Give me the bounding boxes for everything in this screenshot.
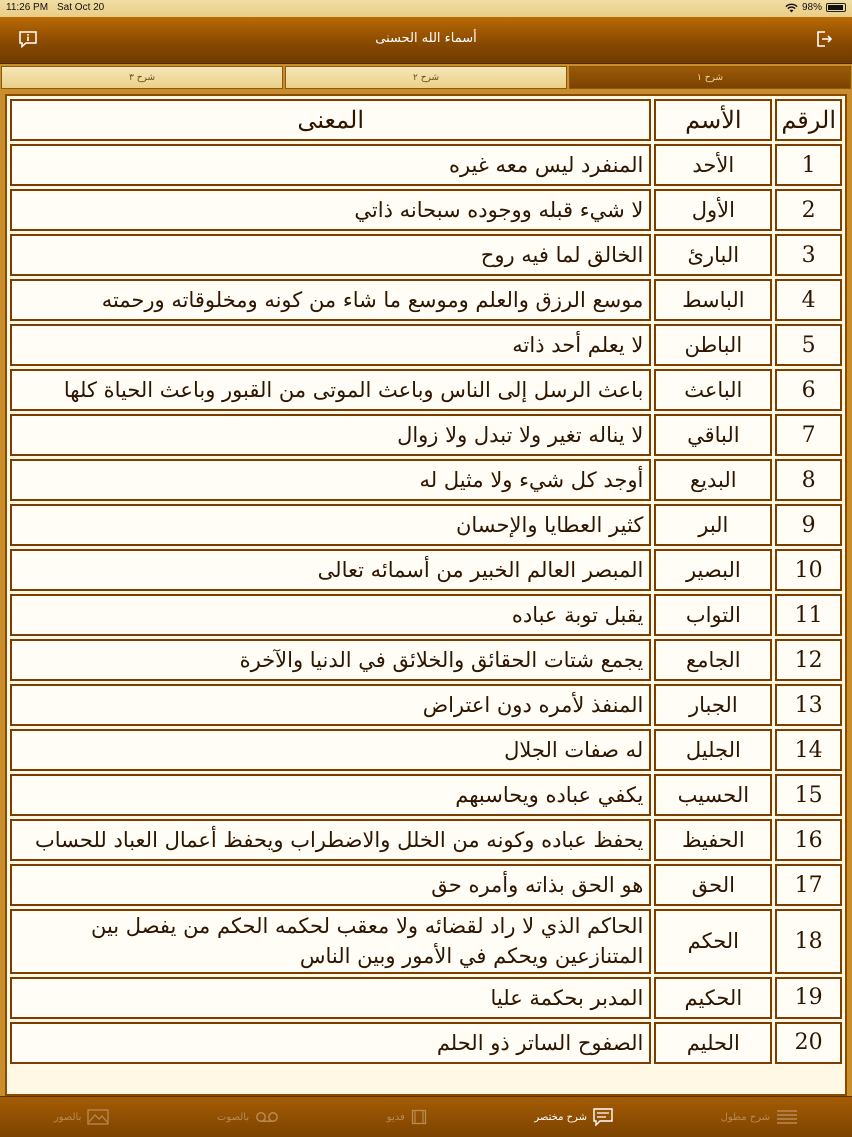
bottom-tab-audio[interactable]	[217, 1111, 279, 1123]
row-meaning: يحفظ عباده وكونه من الخلل والاضطراب ويحفظ أعمال العباد للحساب	[10, 819, 651, 861]
row-number: 2	[775, 189, 842, 231]
bottom-tab-video[interactable]	[387, 1109, 427, 1125]
row-name: الأول	[654, 189, 772, 231]
status-bar	[0, 0, 852, 17]
row-name: البديع	[654, 459, 772, 501]
row-name: الحفيظ	[654, 819, 772, 861]
bottom-tab-images[interactable]	[54, 1109, 110, 1125]
table-row[interactable]	[10, 189, 842, 231]
row-name: الحكيم	[654, 977, 772, 1019]
bottom-tab-label: بالصور	[53, 1111, 82, 1123]
row-number: 10	[775, 549, 842, 591]
row-name: الجليل	[654, 729, 772, 771]
row-meaning: يقبل توبة عباده	[10, 594, 651, 636]
table-row[interactable]	[10, 639, 842, 681]
row-meaning: الصفوح الساتر ذو الحلم	[10, 1022, 651, 1064]
tab-sharh-3[interactable]: شرح ٣	[1, 66, 283, 89]
wifi-icon	[785, 3, 798, 13]
table-row[interactable]	[10, 1022, 842, 1064]
battery-icon	[826, 3, 846, 12]
row-name: البصير	[654, 549, 772, 591]
row-name: التواب	[654, 594, 772, 636]
table-row[interactable]	[10, 594, 842, 636]
row-meaning: المبصر العالم الخبير من أسمائه تعالى	[10, 549, 651, 591]
row-meaning: المنفذ لأمره دون اعتراض	[10, 684, 651, 726]
row-name: الباعث	[654, 369, 772, 411]
table-row[interactable]	[10, 864, 842, 906]
table-row[interactable]	[10, 324, 842, 366]
header-meaning: المعنى	[10, 99, 651, 141]
segmented-tabs	[0, 65, 852, 90]
row-meaning: هو الحق بذاته وأمره حق	[10, 864, 651, 906]
row-name: الحكم	[654, 909, 772, 974]
exit-icon[interactable]	[813, 29, 835, 49]
row-number: 6	[775, 369, 842, 411]
table-row[interactable]	[10, 459, 842, 501]
navigation-bar	[0, 17, 852, 64]
row-meaning: يكفي عباده ويحاسبهم	[10, 774, 651, 816]
tab-sharh-2[interactable]: شرح ٢	[285, 66, 567, 89]
long-list-icon	[776, 1109, 798, 1125]
header-name: الأسم	[654, 99, 772, 141]
table-row[interactable]	[10, 369, 842, 411]
row-meaning: لا يناله تغير ولا تبدل ولا زوال	[10, 414, 651, 456]
bottom-tab-label: شرح مطول	[720, 1111, 771, 1123]
row-name: الأحد	[654, 144, 772, 186]
row-number: 1	[775, 144, 842, 186]
table-row[interactable]	[10, 909, 842, 974]
row-number: 16	[775, 819, 842, 861]
row-meaning: الحاكم الذي لا راد لقضائه ولا معقب لحكمه الحكم من يفصل بين المتنازعين ويحكم في الأمور وبين الناس	[10, 909, 651, 974]
row-number: 13	[775, 684, 842, 726]
row-name: الحسيب	[654, 774, 772, 816]
row-name: الحق	[654, 864, 772, 906]
bottom-tab-bar	[0, 1096, 852, 1137]
status-time: 11:26 PM	[6, 2, 49, 13]
row-number: 11	[775, 594, 842, 636]
row-name: الباقي	[654, 414, 772, 456]
row-number: 14	[775, 729, 842, 771]
row-number: 18	[775, 909, 842, 974]
table-row[interactable]	[10, 819, 842, 861]
bottom-tab-label: شرح مختصر	[534, 1111, 587, 1123]
row-meaning: لا يعلم أحد ذاته	[10, 324, 651, 366]
row-meaning: كثير العطايا والإحسان	[10, 504, 651, 546]
names-table-container[interactable]	[5, 94, 847, 1096]
names-table	[7, 96, 845, 1067]
table-row[interactable]	[10, 977, 842, 1019]
row-number: 8	[775, 459, 842, 501]
status-date: Sat Oct 20	[57, 2, 105, 13]
row-name: البارئ	[654, 234, 772, 276]
row-name: الباطن	[654, 324, 772, 366]
table-row[interactable]	[10, 234, 842, 276]
row-meaning: يجمع شتات الحقائق والخلائق في الدنيا والآخرة	[10, 639, 651, 681]
row-meaning: الخالق لما فيه روح	[10, 234, 651, 276]
chat-bubble-icon	[593, 1108, 613, 1126]
row-name: الجبار	[654, 684, 772, 726]
row-number: 12	[775, 639, 842, 681]
tab-sharh-1[interactable]: شرح ١	[569, 66, 851, 89]
table-row[interactable]	[10, 279, 842, 321]
row-meaning: أوجد كل شيء ولا مثيل له	[10, 459, 651, 501]
row-number: 17	[775, 864, 842, 906]
table-row[interactable]	[10, 729, 842, 771]
table-row[interactable]	[10, 504, 842, 546]
row-meaning: له صفات الجلال	[10, 729, 651, 771]
row-number: 5	[775, 324, 842, 366]
row-number: 4	[775, 279, 842, 321]
table-header-row	[10, 99, 842, 141]
bottom-tab-short[interactable]	[534, 1108, 613, 1126]
row-name: البر	[654, 504, 772, 546]
row-meaning: لا شيء قبله ووجوده سبحانه ذاتي	[10, 189, 651, 231]
row-name: الباسط	[654, 279, 772, 321]
video-icon	[411, 1109, 427, 1125]
row-meaning: المدبر بحكمة عليا	[10, 977, 651, 1019]
row-number: 3	[775, 234, 842, 276]
row-name: الجامع	[654, 639, 772, 681]
header-number: الرقم	[775, 99, 842, 141]
page-title: أسماء الله الحسنى	[375, 31, 477, 46]
row-number: 7	[775, 414, 842, 456]
row-name: الحليم	[654, 1022, 772, 1064]
status-right	[785, 2, 846, 13]
row-number: 9	[775, 504, 842, 546]
row-number: 19	[775, 977, 842, 1019]
bottom-tab-label: بالصوت	[217, 1111, 250, 1123]
bottom-tab-label: فديو	[386, 1111, 405, 1123]
table-row[interactable]	[10, 549, 842, 591]
row-meaning: موسع الرزق والعلم وموسع ما شاء من كونه ومخلوقاته ورحمته	[10, 279, 651, 321]
battery-percent: 98%	[801, 2, 822, 13]
row-meaning: المنفرد ليس معه غيره	[10, 144, 651, 186]
row-meaning: باعث الرسل إلى الناس وباعث الموتى من القبور وباعث الحياة كلها	[10, 369, 651, 411]
image-icon	[87, 1109, 109, 1125]
voicemail-icon	[255, 1111, 279, 1123]
row-number: 20	[775, 1022, 842, 1064]
table-row[interactable]	[10, 774, 842, 816]
row-number: 15	[775, 774, 842, 816]
table-row[interactable]	[10, 414, 842, 456]
table-row[interactable]	[10, 144, 842, 186]
bottom-tab-long[interactable]	[721, 1109, 799, 1125]
table-row[interactable]	[10, 684, 842, 726]
